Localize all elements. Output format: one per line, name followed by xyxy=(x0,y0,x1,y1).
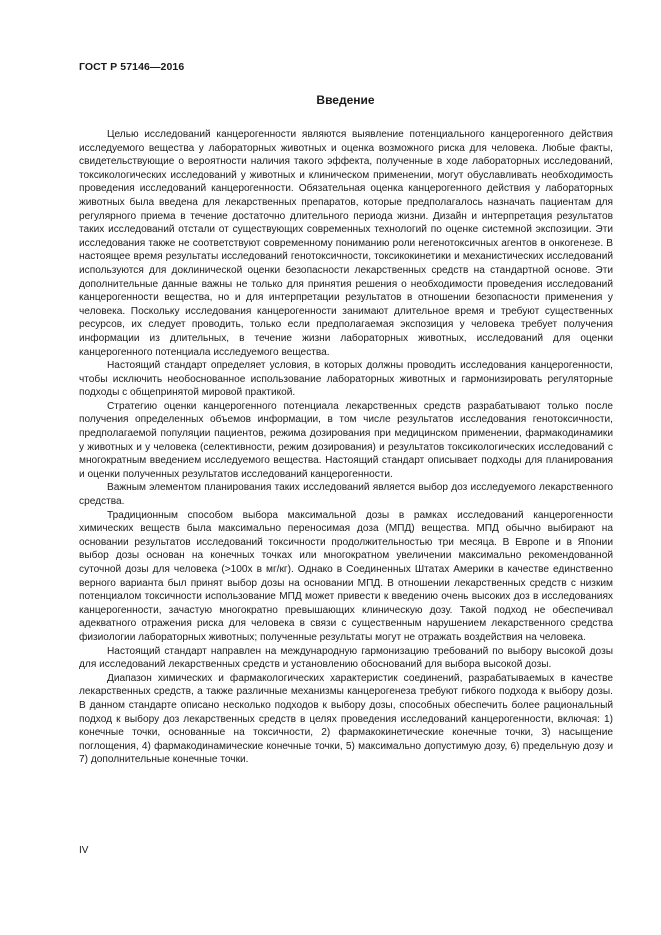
page-number: IV xyxy=(79,845,89,856)
paragraph: Важным элементом планирования таких исследований является выбор доз исследуемого лекарственного средства. xyxy=(79,482,613,508)
paragraph: Настоящий стандарт определяет условия, в которых должны проводить исследования канцерогенности, чтобы исключить необоснованное использование лабораторных животных и гармонизировать регуляторные подходы с общепринятой мировой практикой. xyxy=(79,360,613,399)
document-header: ГОСТ Р 57146—2016 xyxy=(79,61,185,73)
paragraph: Настоящий стандарт направлен на международную гармонизацию требований по выбору высокой дозы для исследований лекарственных средств и установлению обоснований для выбора высокой дозы. xyxy=(79,645,613,671)
paragraph: Целью исследований канцерогенности являются выявление потенциального канцерогенного действия исследуемого вещества у лабораторных животных и оценка возможного риска для человека. Любые факты, свидетельствующие о вероятности наличия такого эффекта, полученные в ходе лабораторных исследований, токсикологических исследований у животных и клиническом применении, могут обуславливать необходимость проведения исследований канцерогенности. Обязательная оценка канцерогенного действия у лабораторных животных была введена для лекарственных препаратов, которые предполагалось назначать пациентам для регулярного приема в течение достаточно длительного периода жизни. Дизайн и интерпретация результатов таких исследований отстали от существующих современных технологий по оценке системной экспозиции. Эти исследования также не соответствуют современному пониманию роли негенотоксичных агентов в онкогенезе. В настоящее время результаты исследований генотоксичности, токсикокинетики и механистических исследований используются для доклинической оценки безопасности лекарственных средств на стандартной основе. Эти дополнительные данные важны не только для принятия решения о необходимости проведения исследований канцерогенности вещества, но и для интерпретации результатов в отношении безопасности применения у человека. Поскольку исследования канцерогенности занимают длительное время и требуют существенных ресурсов, их следует проводить, только если предполагаемая экспозиция у человека требует получения информации из длительных, в течение жизни лабораторных животных, исследований для оценки канцерогенного потенциала исследуемого вещества. xyxy=(79,129,613,358)
paragraph: Традиционным способом выбора максимальной дозы в рамках исследований канцерогенности химических веществ была максимально переносимая доза (МПД) вещества. МПД обычно выбирают на основании результатов исследований токсичности продолжительностью три месяца. В Европе и в Японии выбор дозы основан на конечных точках или многократном увеличении максимально рекомендованной суточной дозы для человека (>100х в мг/кг). Однако в Соединенных Штатах Америки в качестве единственно верного варианта был принят выбор дозы на основании МПД. В отношении лекарственных средств с низким потенциалом токсичности использование МПД может привести к введению очень высоких доз в исследованиях канцерогенности, зачастую многократно превышающих клиническую дозу. Такой подход не обеспечивал адекватного отражения риска для человека в связи с существенным нарушением лекарственного средства физиологии лабораторных животных; полученные результаты могут не отражать воздействия на человека. xyxy=(79,509,613,643)
paragraph: Диапазон химических и фармакологических характеристик соединений, разрабатываемых в качестве лекарственных средств, а также различные механизмы канцерогенеза требуют гибкого подхода к выбору дозы. В данном стандарте описано несколько подходов к выбору дозы, способных обеспечить более рациональный подход к выбору доз лекарственных средств в целях проведения исследований канцерогенности, включая: 1) конечные точки, основанные на токсичности, 2) фармакокинетические конечные точки, 3) насыщение поглощения, 4) фармакодинамические конечные точки, 5) максимально допустимую дозу, 6) предельную дозу и 7) дополнительные конечные точки. xyxy=(79,672,613,766)
paragraph: Стратегию оценки канцерогенного потенциала лекарственных средств разрабатывают только после получения определенных объемов информации, в том числе результатов исследования генотоксичности, предполагаемой популяции пациентов, режима дозирования при медицинском применении, фармакодинамики у животных и у человека (селективности, режим дозирования) и результатов токсикологических исследований с многократным введением исследуемого вещества. Настоящий стандарт описывает подходы для планирования и оценки полученных результатов исследований канцерогенности. xyxy=(79,400,613,480)
body-text xyxy=(79,128,613,767)
section-title: Введение xyxy=(316,93,375,107)
